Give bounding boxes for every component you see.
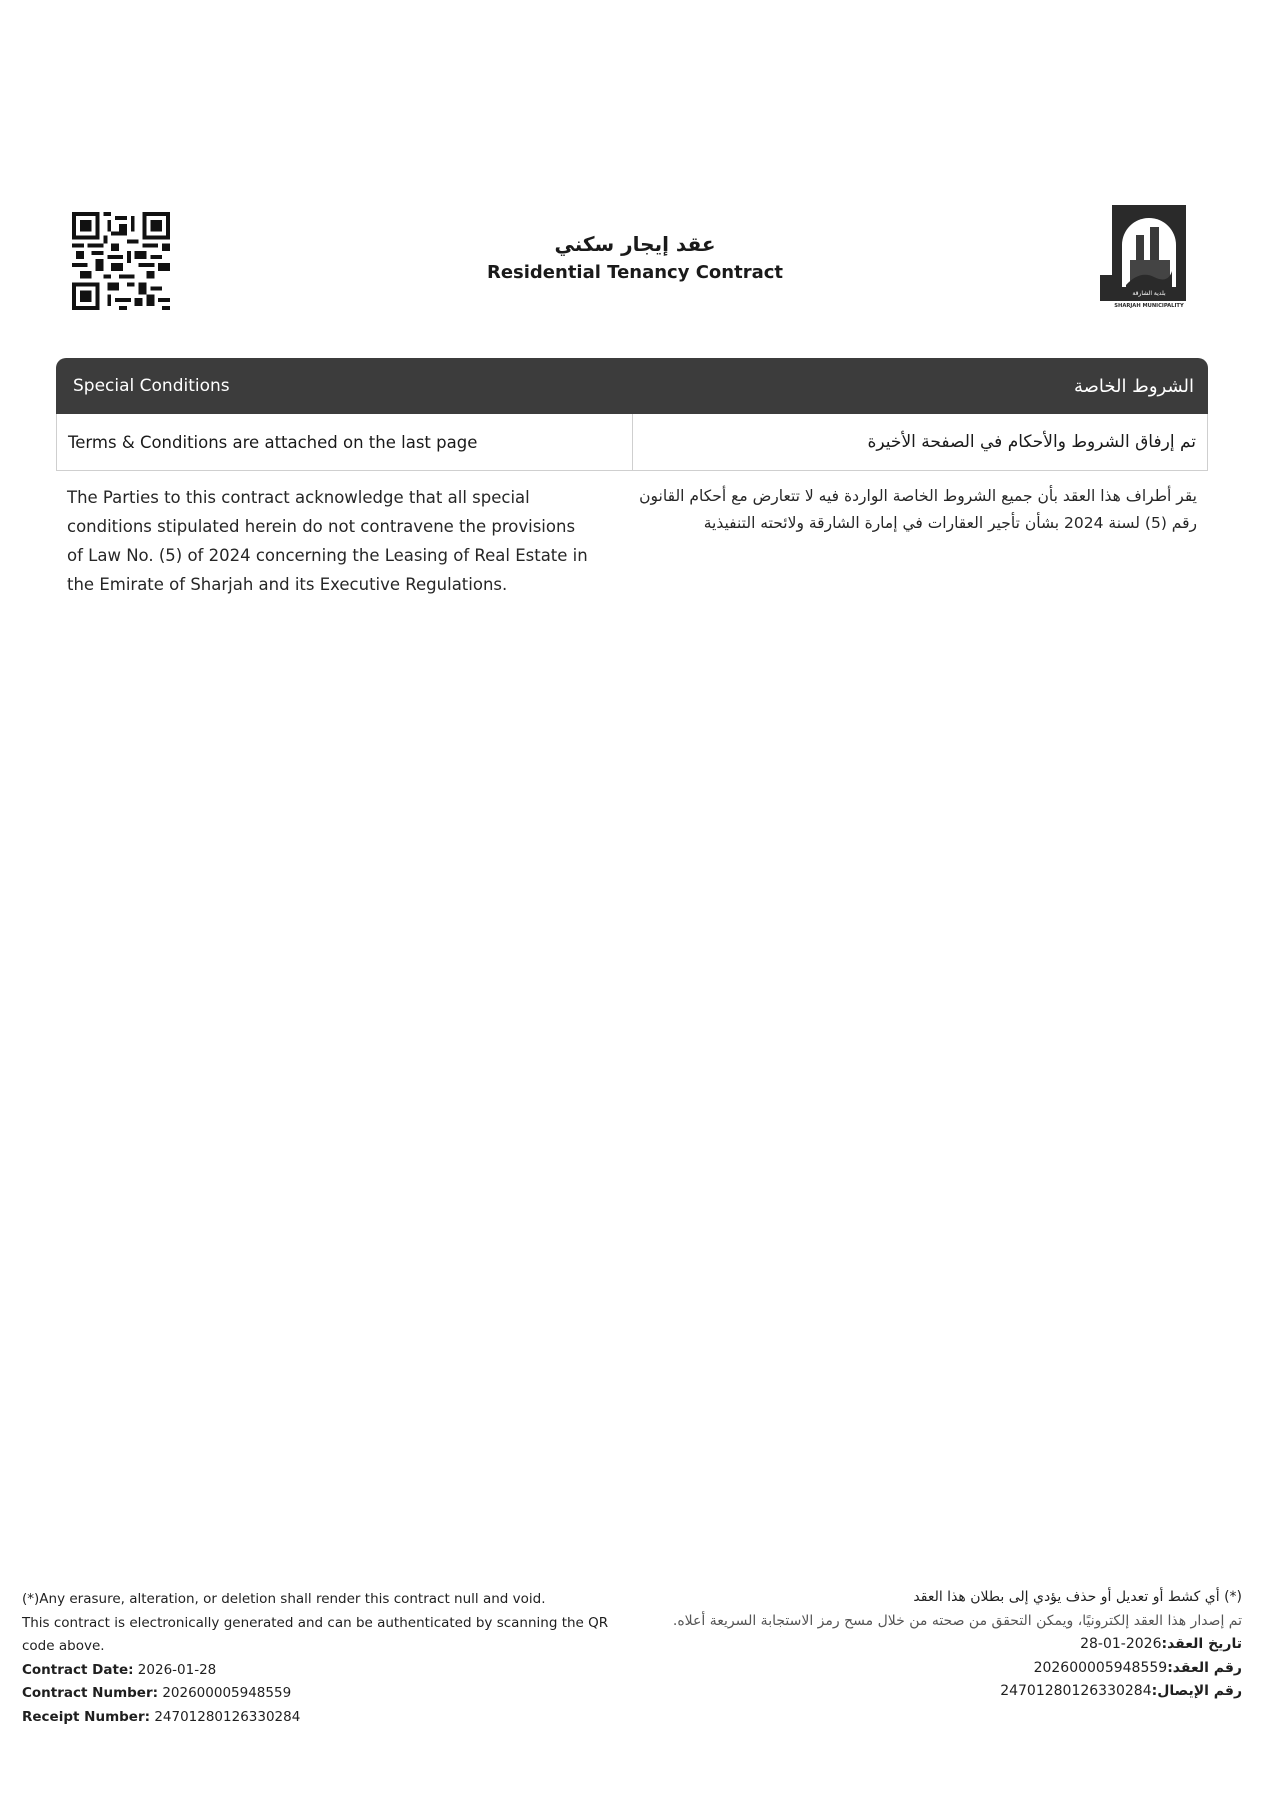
- footer-note-electronic: This contract is electronically generated and can be authenticated by scanning the QR code above.: [22, 1614, 609, 1654]
- footer-english: [22, 1588, 642, 1729]
- contract-number-row-ar: [652, 1657, 1242, 1681]
- receipt-number-value-ar: 24701280126330284: [1000, 1683, 1152, 1699]
- contract-number-label: Contract Number:: [22, 1685, 159, 1701]
- contract-date-row-ar: [652, 1633, 1242, 1657]
- receipt-number-label-ar: رقم الإيصال:: [1151, 1683, 1242, 1699]
- contract-date-label-ar: تاريخ العقد:: [1161, 1636, 1242, 1652]
- document-title: [380, 232, 890, 283]
- heading-english: Special Conditions: [73, 376, 230, 396]
- heading-arabic: الشروط الخاصة: [1073, 375, 1194, 397]
- contract-number-value-ar: 202600005948559: [1033, 1659, 1168, 1676]
- acknowledgement-english: The Parties to this contract acknowledge that all special conditions stipulated herein do not contravene the provisions of Law No. (5) of 2024 concerning the Leasing of Real Estate in the Emirate of Sharjah and its Executive Regulations.: [67, 488, 588, 594]
- sharjah-municipality-logo: [1100, 205, 1186, 311]
- svg-text:بلدية الشارقة: بلدية الشارقة: [1132, 290, 1166, 297]
- contract-date-label: Contract Date:: [22, 1661, 134, 1678]
- contract-number-value: 202600005948559: [162, 1685, 292, 1701]
- special-conditions-section: [56, 358, 1208, 599]
- footer-note-electronic-ar: تم إصدار هذا العقد إلكترونيًا، ويمكن التحقق من صحته من خلال مسح رمز الاستجابة السريعة أعلاه.: [672, 1612, 1242, 1629]
- receipt-number-row: [22, 1706, 642, 1730]
- contract-date-value-ar: 2026-01-28: [1080, 1636, 1162, 1652]
- contract-number-row: [22, 1682, 642, 1706]
- footer-note-erasure: (*)Any erasure, alteration, or deletion shall render this contract null and void.: [22, 1591, 546, 1607]
- title-english: Residential Tenancy Contract: [486, 262, 784, 283]
- acknowledgement-arabic: يقر أطراف هذا العقد بأن جميع الشروط الخاصة الواردة فيه لا تتعارض مع أحكام القانون رقم (5) لسنة 2024 بشأن تأجير العقارات في إمارة الشارقة ولائحته التنفيذية: [639, 487, 1197, 532]
- contract-date-value: 2026-01-28: [137, 1661, 217, 1678]
- receipt-number-value: 24701280126330284: [154, 1708, 301, 1725]
- contract-number-label-ar: رقم العقد:: [1167, 1659, 1242, 1676]
- terms-note-arabic: تم إرفاق الشروط والأحكام في الصفحة الأخيرة: [867, 432, 1196, 452]
- footer-note-erasure-ar: (*) أي كشط أو تعديل أو حذف يؤدي إلى بطلان هذا العقد: [913, 1589, 1242, 1605]
- contract-date-row: [22, 1659, 642, 1683]
- receipt-number-label: Receipt Number:: [22, 1708, 151, 1725]
- footer-arabic: [652, 1586, 1242, 1704]
- svg-text:SHARJAH MUNICIPALITY: SHARJAH MUNICIPALITY: [1114, 303, 1184, 309]
- receipt-number-row-ar: [652, 1680, 1242, 1704]
- terms-note-english: Terms & Conditions are attached on the last page: [57, 414, 633, 470]
- title-arabic: عقد إيجار سكني: [554, 232, 716, 256]
- qr-code-icon: [72, 212, 170, 310]
- section-header: [56, 358, 1208, 414]
- acknowledgement-row: [56, 471, 1208, 599]
- terms-row: [56, 414, 1208, 471]
